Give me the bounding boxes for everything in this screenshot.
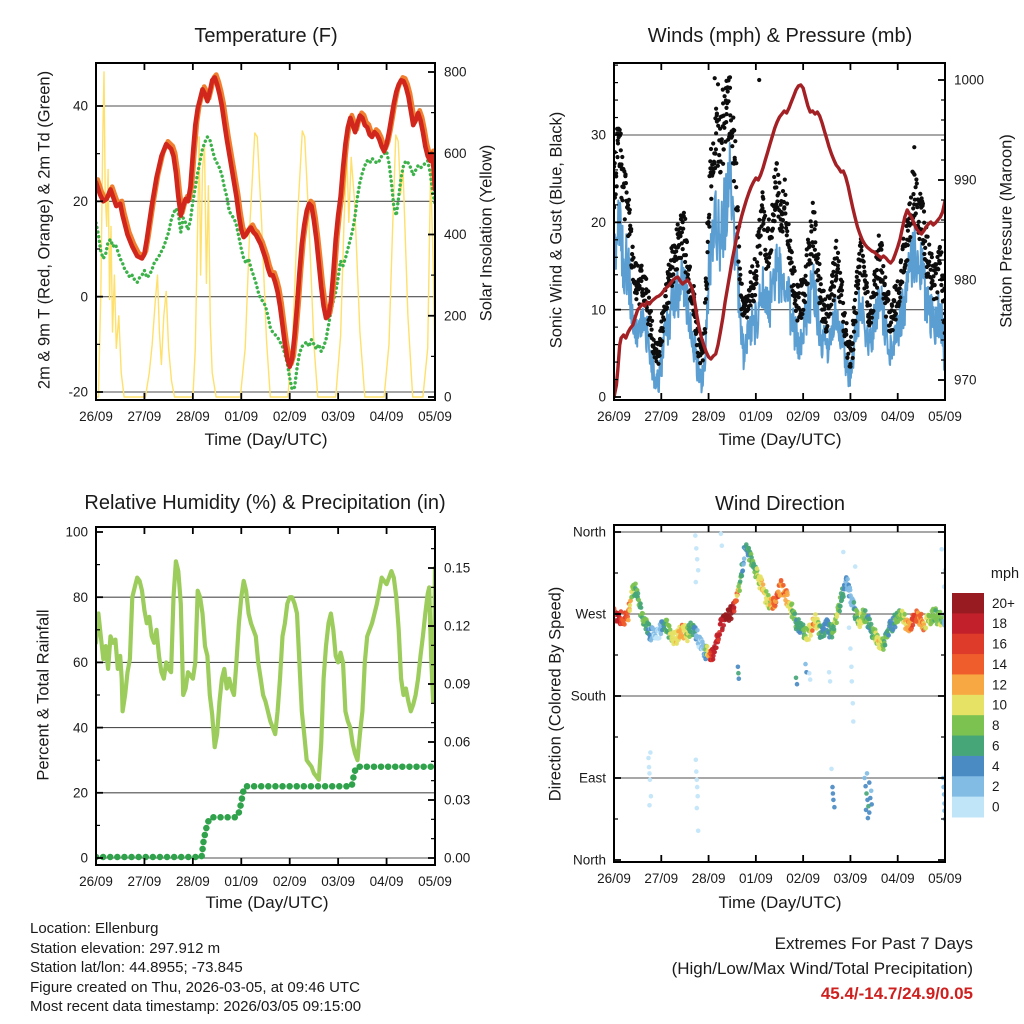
x-tick-label: 28/09	[175, 874, 210, 889]
tick-label: 0.09	[444, 676, 471, 692]
series-direction_outliers	[646, 532, 947, 834]
wind_direction-plot	[571, 525, 962, 886]
tick-label: 0.12	[444, 618, 471, 634]
x-tick-label: 01/09	[224, 409, 259, 424]
tick-label: 80	[72, 589, 88, 605]
tick-label: West	[575, 606, 606, 622]
x-tick-label: 28/09	[691, 871, 726, 886]
colorbar-tick-label: 2	[992, 779, 1000, 795]
yaxis-label-pressure-right: Station Pressure (Maroon)	[997, 134, 1016, 328]
extremes-values: 45.4/-14.7/24.9/0.05	[820, 984, 973, 1003]
x-tick-label: 26/09	[79, 874, 113, 889]
tick-label: 100	[65, 524, 88, 540]
x-tick-label: 27/09	[127, 874, 162, 889]
xaxis-label-winds: Time (Day/UTC)	[718, 430, 842, 449]
tick-label: 990	[954, 172, 977, 188]
x-tick-label: 04/09	[369, 874, 404, 889]
series-relative_humidity	[96, 561, 435, 780]
tick-label: South	[570, 688, 606, 704]
annotation-timestamp: Most recent data timestamp: 2026/03/05 09:15:00	[30, 998, 362, 1016]
chart-title-humidity-precip: Relative Humidity (%) & Precipitation (in)	[84, 492, 446, 514]
x-tick-label: 28/09	[175, 409, 210, 424]
chart-title-temperature: Temperature (F)	[194, 25, 338, 47]
humidity_precip-plot	[65, 525, 470, 889]
colorbar-unit-label: mph	[990, 566, 1020, 582]
tick-label: 20	[72, 194, 88, 210]
tick-label: 0.15	[444, 560, 471, 576]
annotation-created: Figure created on Thu, 2026-03-05, at 09:46 UTC	[30, 978, 360, 996]
tick-label: 0.03	[444, 792, 471, 808]
colorbar-tick-label: 0	[992, 799, 1000, 815]
yaxis-label-wind-left: Sonic Wind & Gust (Blue, Black)	[547, 111, 566, 349]
x-tick-label: 03/09	[321, 409, 356, 424]
xaxis-label-temperature: Time (Day/UTC)	[204, 430, 328, 449]
x-tick-label: 03/09	[321, 874, 356, 889]
tick-label: 0	[80, 289, 88, 305]
speed-colorbar	[952, 593, 1015, 818]
temperature-plot	[68, 63, 466, 424]
x-tick-label: 26/09	[79, 409, 113, 424]
colorbar-tick-label: 8	[992, 718, 1000, 734]
x-tick-label: 03/09	[833, 871, 868, 886]
x-tick-label: 27/09	[127, 409, 162, 424]
yaxis-label-humidity-left: Percent & Total Rainfall	[34, 609, 53, 781]
tick-label: 20	[72, 785, 88, 801]
colorbar-tick-label: 20+	[992, 595, 1015, 611]
colorbar-tick-label: 12	[992, 677, 1008, 693]
colorbar-tick-label: 6	[992, 738, 1000, 754]
x-tick-label: 02/09	[272, 409, 307, 424]
x-tick-label: 03/09	[833, 409, 868, 424]
tick-label: 0	[80, 850, 88, 866]
x-tick-label: 04/09	[880, 871, 915, 886]
yaxis-label-temp-left: 2m & 9m T (Red, Orange) & 2m Td (Green)	[35, 70, 54, 390]
annotation-location: Location: Ellenburg	[30, 920, 159, 937]
colorbar-tick-label: 16	[992, 636, 1008, 652]
x-tick-label: 05/09	[418, 409, 452, 424]
tick-label: 600	[444, 145, 467, 161]
winds_pressure-plot	[591, 63, 984, 424]
extremes-title: Extremes For Past 7 Days	[774, 934, 973, 953]
xaxis-label-direction: Time (Day/UTC)	[718, 893, 842, 912]
tick-label: 0.00	[444, 850, 471, 866]
colorbar-tick-label: 10	[992, 697, 1008, 713]
tick-label: 20	[590, 215, 606, 231]
tick-label: -20	[68, 384, 88, 400]
x-tick-label: 02/09	[272, 874, 307, 889]
series-total_rainfall	[96, 767, 435, 857]
tick-label: North	[572, 852, 606, 868]
chart-title-winds-pressure: Winds (mph) & Pressure (mb)	[647, 25, 913, 47]
tick-label: 0	[598, 389, 606, 405]
x-tick-label: 27/09	[644, 871, 679, 886]
x-tick-label: 01/09	[738, 409, 773, 424]
extremes-subtitle: (High/Low/Max Wind/Total Precipitation)	[671, 959, 973, 978]
tick-label: 970	[954, 372, 977, 388]
tick-label: 0	[444, 389, 452, 405]
tick-label: North	[572, 524, 606, 540]
yaxis-label-solar-right: Solar Insolation (Yellow)	[477, 144, 496, 322]
extremes-block	[672, 931, 973, 1006]
annotation-elevation: Station elevation: 297.912 m	[30, 939, 221, 957]
yaxis-label-direction-left: Direction (Colored By Speed)	[546, 586, 565, 802]
x-tick-label: 27/09	[644, 409, 679, 424]
tick-label: 980	[954, 272, 977, 288]
x-tick-label: 01/09	[224, 874, 259, 889]
tick-label: East	[578, 770, 606, 786]
tick-label: 400	[444, 227, 467, 243]
series-sonic_wind	[614, 143, 945, 392]
series-direction_scatter	[612, 542, 948, 662]
x-tick-label: 04/09	[369, 409, 404, 424]
colorbar-tick-label: 14	[992, 656, 1008, 672]
xaxis-label-humidity: Time (Day/UTC)	[205, 893, 329, 912]
x-tick-label: 01/09	[738, 871, 773, 886]
x-tick-label: 28/09	[691, 409, 726, 424]
x-tick-label: 05/09	[418, 874, 452, 889]
tick-label: 0.06	[444, 734, 471, 750]
tick-label: 1000	[954, 72, 985, 88]
x-tick-label: 02/09	[786, 871, 821, 886]
tick-label: 30	[590, 127, 606, 143]
tick-label: 60	[72, 655, 88, 671]
colorbar-tick-label: 4	[992, 758, 1000, 774]
tick-label: 40	[72, 98, 88, 114]
x-tick-label: 04/09	[880, 409, 915, 424]
chart-title-wind-direction: Wind Direction	[714, 493, 846, 515]
tick-label: 200	[444, 308, 467, 324]
tick-label: 800	[444, 64, 467, 80]
x-tick-label: 26/09	[597, 871, 631, 886]
tick-label: 10	[590, 302, 606, 318]
x-tick-label: 02/09	[786, 409, 821, 424]
annotation-latlon: Station lat/lon: 44.8955; -73.845	[30, 959, 243, 977]
x-tick-label: 26/09	[597, 409, 631, 424]
colorbar-tick-label: 18	[992, 616, 1008, 632]
x-tick-label: 05/09	[928, 409, 962, 424]
tick-label: 40	[72, 720, 88, 736]
station-annotations	[30, 919, 361, 1017]
x-tick-label: 05/09	[928, 871, 962, 886]
